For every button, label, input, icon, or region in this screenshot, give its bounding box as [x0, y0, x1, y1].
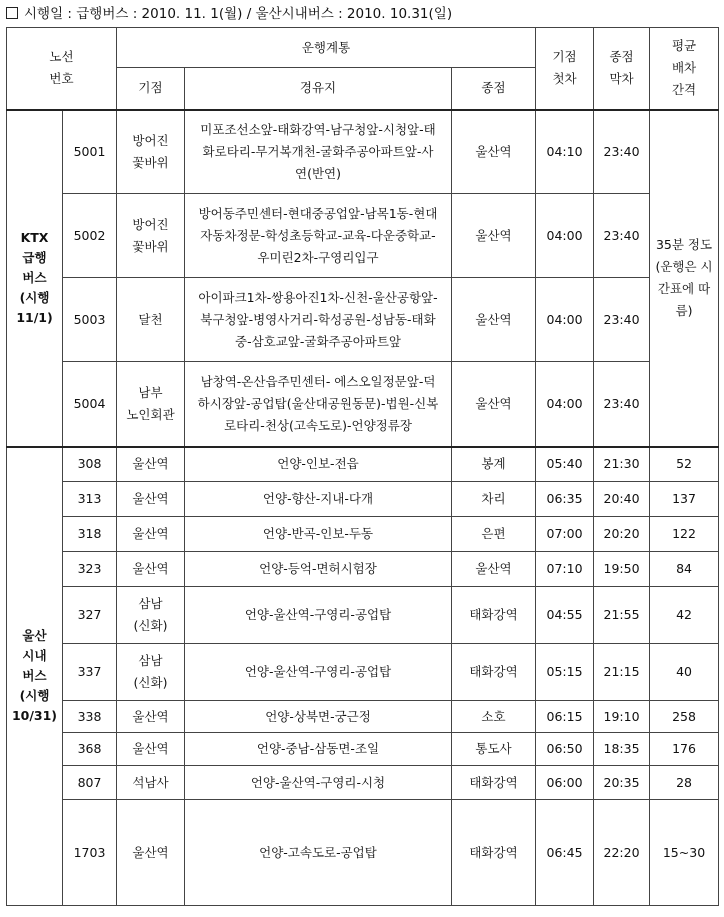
route-origin-line: 방어진: [132, 216, 169, 232]
route-interval: 122: [650, 517, 719, 552]
route-number: 327: [63, 587, 117, 644]
route-terminus: 울산역: [452, 194, 536, 278]
last-bus-time: 19:50: [594, 552, 650, 587]
route-terminus: 소호: [452, 701, 536, 733]
route-number: 338: [63, 701, 117, 733]
first-bus-time: 04:00: [536, 362, 594, 447]
route-origin: [117, 587, 185, 644]
group-label-line: 울산: [22, 628, 47, 644]
table-row: [7, 701, 719, 733]
last-bus-time: 20:20: [594, 517, 650, 552]
route-via: 언양-인보-전읍: [185, 447, 452, 482]
last-bus-time: 21:15: [594, 644, 650, 701]
route-number: 368: [63, 733, 117, 766]
route-origin-line: 꽃바위: [132, 238, 169, 254]
route-terminus: 울산역: [452, 552, 536, 587]
header-origin: 기점: [117, 68, 185, 110]
table-row: [7, 644, 719, 701]
route-via-line: 우미린2차-구영리입구: [257, 249, 379, 265]
table-row: [7, 517, 719, 552]
route-terminus: 태화강역: [452, 644, 536, 701]
first-bus-time: 06:45: [536, 800, 594, 906]
route-number: 5001: [63, 110, 117, 194]
route-origin-line: 석남사: [132, 774, 169, 790]
route-number: 318: [63, 517, 117, 552]
table-row: [7, 278, 719, 362]
ktx-interval-line: (운행은 시: [655, 259, 713, 274]
route-via-line: 연(반연): [295, 165, 341, 181]
route-via: 언양-중남-삼동면-조일: [185, 733, 452, 766]
route-origin: [117, 517, 185, 552]
first-bus-time: 05:15: [536, 644, 594, 701]
route-terminus: 울산역: [452, 278, 536, 362]
route-number: 5003: [63, 278, 117, 362]
route-number: 1703: [63, 800, 117, 906]
header-last-bus: [594, 28, 650, 110]
route-origin: [117, 362, 185, 447]
route-number: 5004: [63, 362, 117, 447]
route-origin-line: 노인회관: [126, 406, 175, 422]
header-route-no-line: 노선: [49, 49, 74, 65]
last-bus-time: 23:40: [594, 194, 650, 278]
route-via: 언양-고속도로-공업탑: [185, 800, 452, 906]
route-via: [185, 278, 452, 362]
group-label-ktx: [7, 110, 63, 447]
route-terminus: 차리: [452, 482, 536, 517]
checkbox-icon: [6, 7, 18, 19]
route-via-line: 북구청앞-병영사거리-학성공원-성남동-태화: [200, 311, 436, 327]
table-row: [7, 194, 719, 278]
header-operation: 운행계통: [117, 28, 536, 68]
route-terminus: 태화강역: [452, 587, 536, 644]
route-terminus: 울산역: [452, 110, 536, 194]
table-row: [7, 447, 719, 482]
route-origin-line: (신화): [133, 675, 168, 690]
ktx-interval-line: 간표에 따: [657, 281, 711, 296]
route-number: 337: [63, 644, 117, 701]
first-bus-time: 05:40: [536, 447, 594, 482]
first-bus-time: 04:00: [536, 194, 594, 278]
group-label-line: 버스: [22, 668, 47, 684]
table-row: [7, 766, 719, 800]
last-bus-time: 23:40: [594, 110, 650, 194]
header-route-no: [7, 28, 117, 110]
route-interval: 52: [650, 447, 719, 482]
schedule-caption: [6, 5, 452, 23]
route-via: 언양-등억-면허시험장: [185, 552, 452, 587]
last-bus-time: 21:55: [594, 587, 650, 644]
first-bus-time: 04:55: [536, 587, 594, 644]
caption-text: 시행일 : 급행버스 : 2010. 11. 1(월) / 울산시내버스 : 2010. 10.31(일): [24, 6, 453, 22]
route-terminus: 은편: [452, 517, 536, 552]
header-terminus: 종점: [452, 68, 536, 110]
route-origin-line: 울산역: [132, 456, 169, 472]
header-first-bus: [536, 28, 594, 110]
first-bus-time: 06:15: [536, 701, 594, 733]
first-bus-time: 06:00: [536, 766, 594, 800]
header-interval-line: 배차: [671, 60, 697, 76]
route-interval: 42: [650, 587, 719, 644]
first-bus-time: 06:35: [536, 482, 594, 517]
route-via: 언양-울산역-구영리-시청: [185, 766, 452, 800]
route-interval: 28: [650, 766, 719, 800]
route-origin-line: 삼남: [138, 596, 163, 611]
route-terminus: 봉계: [452, 447, 536, 482]
table-row: [7, 733, 719, 766]
route-via: [185, 110, 452, 194]
header-via: 경유지: [185, 68, 452, 110]
group-label-line: 버스: [22, 270, 47, 285]
header-interval-line: 간격: [671, 82, 697, 98]
group-label-line: 10/31): [11, 708, 58, 724]
route-via-line: 아이파크1차-쌍용아진1차-신천-울산공항앞-: [198, 289, 438, 305]
route-interval: 15~30: [650, 800, 719, 906]
route-origin-line: 남부: [138, 384, 163, 400]
ktx-interval-line: 35분 정도: [655, 237, 713, 252]
last-bus-time: 21:30: [594, 447, 650, 482]
group-label-line: (시행: [19, 290, 50, 305]
first-bus-time: 07:10: [536, 552, 594, 587]
route-number: 308: [63, 447, 117, 482]
header-last-bus-line: 종점: [609, 49, 634, 65]
route-via-line: 하시장앞-공업탑(울산대공원동문)-법원-신복: [197, 395, 439, 411]
header-interval-line: 평균: [671, 38, 697, 54]
route-origin: [117, 278, 185, 362]
header-first-bus-line: 기점: [552, 49, 577, 65]
route-via: [185, 194, 452, 278]
last-bus-time: 22:20: [594, 800, 650, 906]
group-label-line: KTX: [20, 230, 49, 245]
group-label-line: 11/1): [16, 310, 53, 325]
route-origin-line: 꽃바위: [132, 154, 169, 170]
route-origin-line: 방어진: [132, 132, 169, 148]
last-bus-time: 19:10: [594, 701, 650, 733]
last-bus-time: 23:40: [594, 278, 650, 362]
route-number: 313: [63, 482, 117, 517]
route-origin-line: (신화): [133, 618, 168, 633]
route-origin: [117, 800, 185, 906]
route-origin: [117, 701, 185, 733]
route-terminus: 태화강역: [452, 800, 536, 906]
first-bus-time: 04:10: [536, 110, 594, 194]
header-route-no-line: 번호: [49, 71, 74, 87]
last-bus-time: 20:40: [594, 482, 650, 517]
route-origin: [117, 552, 185, 587]
route-interval: 258: [650, 701, 719, 733]
header-last-bus-line: 막차: [609, 71, 634, 87]
route-via: 언양-반곡-인보-두동: [185, 517, 452, 552]
route-origin-line: 울산역: [132, 741, 169, 756]
route-via: 언양-울산역-구영리-공업탑: [185, 644, 452, 701]
header-interval: [650, 28, 719, 110]
group-label-line: 시내: [22, 648, 47, 664]
route-interval: 84: [650, 552, 719, 587]
route-via-line: 자동차정문-학성초등학교-교육-다운중학교-: [200, 227, 436, 243]
table-row: [7, 800, 719, 906]
route-origin-line: 울산역: [132, 491, 169, 506]
route-origin: [117, 194, 185, 278]
route-terminus: 태화강역: [452, 766, 536, 800]
group-label-line: (시행: [19, 688, 50, 704]
route-number: 807: [63, 766, 117, 800]
group-label-line: 급행: [22, 250, 47, 265]
route-origin-line: 삼남: [138, 653, 163, 668]
route-via: 언양-상북면-궁근정: [185, 701, 452, 733]
route-via: 언양-향산-지내-다개: [185, 482, 452, 517]
route-origin-line: 울산역: [132, 708, 169, 724]
header-first-bus-line: 첫차: [552, 71, 577, 87]
route-origin: [117, 733, 185, 766]
route-number: 323: [63, 552, 117, 587]
route-via-line: 방어동주민센터-현대중공업앞-남목1동-현대: [198, 205, 438, 221]
route-origin-line: 울산역: [132, 526, 169, 541]
route-origin: [117, 447, 185, 482]
first-bus-time: 04:00: [536, 278, 594, 362]
table-row: [7, 110, 719, 194]
route-origin: [117, 644, 185, 701]
last-bus-time: 20:35: [594, 766, 650, 800]
route-terminus: 통도사: [452, 733, 536, 766]
table-row: [7, 482, 719, 517]
route-interval: 137: [650, 482, 719, 517]
ktx-interval: [650, 110, 719, 447]
last-bus-time: 18:35: [594, 733, 650, 766]
route-origin-line: 울산역: [132, 844, 169, 860]
route-via-line: 화로타리-무거복개천-굴화주공아파트앞-사: [202, 143, 434, 159]
route-interval: 176: [650, 733, 719, 766]
route-number: 5002: [63, 194, 117, 278]
table-row: [7, 552, 719, 587]
first-bus-time: 06:50: [536, 733, 594, 766]
first-bus-time: 07:00: [536, 517, 594, 552]
route-origin: [117, 766, 185, 800]
route-origin: [117, 482, 185, 517]
table-row: [7, 587, 719, 644]
route-terminus: 울산역: [452, 362, 536, 447]
route-via-line: 남창역-온산읍주민센터- 에스오일정문앞-덕: [200, 373, 436, 389]
route-via: [185, 362, 452, 447]
route-via-line: 로타리-천상(고속도로)-언양정류장: [224, 417, 412, 433]
table-row: [7, 362, 719, 447]
last-bus-time: 23:40: [594, 362, 650, 447]
group-label-city: [7, 447, 63, 906]
route-via: 언양-울산역-구영리-공업탑: [185, 587, 452, 644]
route-interval: 40: [650, 644, 719, 701]
route-origin: [117, 110, 185, 194]
route-via-line: 중-삼호교앞-굴화주공아파트앞: [235, 333, 401, 349]
route-origin-line: 울산역: [132, 561, 169, 576]
bus-schedule-table: [6, 27, 719, 906]
route-via-line: 미포조선소앞-태화강역-남구청앞-시청앞-태: [200, 121, 436, 137]
ktx-interval-line: 름): [675, 303, 693, 318]
route-origin-line: 달천: [138, 311, 163, 327]
